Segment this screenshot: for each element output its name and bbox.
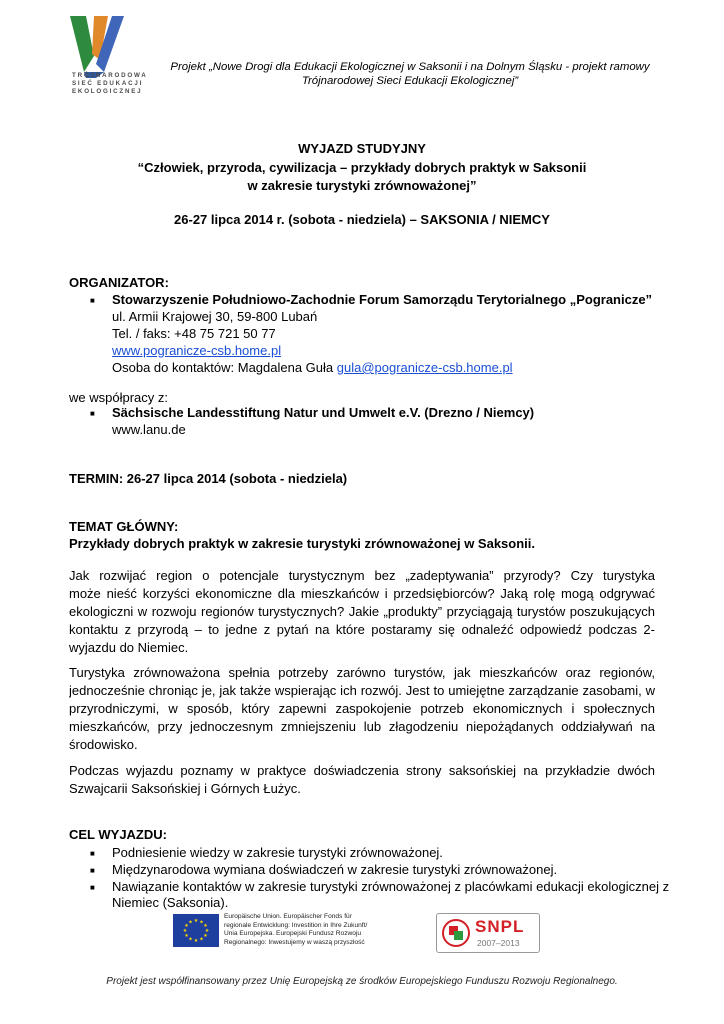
paragraph-line: wyjazdu do Niemiec. — [69, 639, 189, 655]
bullet-icon: ■ — [90, 296, 95, 305]
snpl-label: SNPL — [475, 917, 525, 936]
organizer-name: Stowarzyszenie Południowo-Zachodnie Forum Samorządu Terytorialnego „Pogranicze” — [112, 292, 653, 307]
svg-text:★: ★ — [199, 919, 204, 926]
paragraph-3 — [69, 762, 655, 798]
eu-flag-icon — [173, 914, 219, 947]
organizer-website-link[interactable]: www.pogranicze-csb.home.pl — [112, 343, 282, 358]
paragraph-line: przyrodniczymi, w sposób, który zapewni zaspokojenie potrzeb ekonomicznych i społecznych — [69, 700, 655, 716]
organizer-heading: ORGANIZATOR: — [69, 275, 169, 290]
eu-funding-text: Europäische Union. Europäischer Fonds für regionale Entwicklung: Investition in Ihre Zukunft/ Unia Europejska. Europejski Fundusz Rozwoju Regionalnego: Inwestujemy w waszą przyszłość — [224, 913, 368, 946]
partner-name: Sächsische Landesstiftung Natur und Umwelt e.V. (Drezno / Niemcy) — [112, 405, 535, 420]
svg-text:★: ★ — [184, 933, 189, 939]
bullet-icon: ■ — [90, 883, 95, 892]
paragraph-line: mieszkańców, przy jednoczesnym zmniejszeniu lub złagodzeniu niepożądanych oddziaływań na — [69, 718, 655, 734]
term-line: TERMIN: 26-27 lipca 2014 (sobota - niedziela) — [69, 471, 348, 486]
contact-email-link[interactable]: gula@pogranicze-csb.home.pl — [336, 360, 513, 375]
svg-text:★: ★ — [193, 918, 199, 924]
svg-text:★: ★ — [203, 933, 208, 939]
paragraph-line: Podczas wyjazdu poznamy w praktyce doświadczenia strony saksońskiej na przykładzie dwóch — [69, 763, 655, 778]
goal-heading: CEL WYJAZDU: — [69, 827, 167, 842]
cooperation-label: we współpracy z: — [69, 390, 168, 405]
goal-item: Nawiązanie kontaktów w zakresie turystyki zrównoważonej z placówkami edukacji ekologicznej z — [112, 879, 670, 894]
paragraph-line: Turystyka zrównoważona spełnia potrzeby zarówno turystów, jak mieszkańców oraz regionów, — [69, 665, 655, 680]
organizer-contact — [112, 360, 513, 376]
doc-title: WYJAZD STUDYJNY — [298, 141, 426, 156]
snpl-logo — [436, 913, 540, 953]
goal-item: Międzynarodowa wymiana doświadczeń w zakresie turystyki zrównoważonej. — [112, 862, 558, 877]
doc-subtitle-1: “Człowiek, przyroda, cywilizacja – przykłady dobrych praktyk w Saksonii — [137, 160, 587, 175]
svg-text:★: ★ — [188, 919, 193, 926]
goal-item: Podniesienie wiedzy w zakresie turystyki zrównoważonej. — [112, 845, 443, 860]
svg-text:★: ★ — [203, 923, 208, 929]
paragraph-line: środowisko. — [69, 736, 138, 752]
paragraph-line: Szwajcarii Saksońskiej i Górnych Łużyc. — [69, 780, 301, 796]
bullet-icon: ■ — [90, 409, 95, 418]
paragraph-line: może nieść korzyści ekonomiczne dla mieszkańców i przedsiębiorców? Jaką rolę mogą odgrywać — [69, 585, 655, 601]
organizer-phone: Tel. / faks: +48 75 721 50 77 — [112, 326, 276, 341]
svg-text:★: ★ — [184, 923, 189, 929]
svg-text:★: ★ — [193, 938, 199, 944]
doc-subtitle-2: w zakresie turystyki zrównoważonej” — [247, 178, 477, 193]
bullet-icon: ■ — [90, 849, 95, 858]
partner-website: www.lanu.de — [112, 422, 186, 437]
goal-item-continued: Niemiec (Saksonia). — [112, 895, 229, 910]
paragraph-2 — [69, 664, 655, 753]
snpl-years: 2007–2013 — [477, 938, 520, 948]
main-topic-subheading: Przykłady dobrych praktyk w zakresie turystyki zrównoważonej w Saksonii. — [69, 536, 536, 551]
svg-text:★: ★ — [199, 936, 204, 943]
logo-text: TRÓJNARODOWA SIEĆ EDUKACJI EKOLOGICZNEJ — [72, 72, 148, 95]
project-header-line-1: Projekt „Nowe Drogi dla Edukacji Ekologicznej w Saksonii i na Dolnym Śląsku - projekt ramowy — [170, 61, 650, 73]
project-header-line-2: Trójnarodowej Sieci Edukacji Ekologicznej” — [301, 75, 519, 87]
snpl-puzzle-icon — [441, 918, 471, 948]
paragraph-1 — [69, 567, 655, 656]
paragraph-line: Jak rozwijać region o potencjale turystycznym bez „zadeptywania” przyrody? Czy turystyka — [69, 568, 655, 583]
main-topic-heading: TEMAT GŁÓWNY: — [69, 519, 179, 534]
svg-text:★: ★ — [204, 928, 210, 934]
contact-label: Osoba do kontaktów: Magdalena Guła — [112, 360, 337, 375]
paragraph-line: kontaktu z przyrodą – to jedne z pytań na które postaramy się odnaleźć odpowiedź podczas 2- — [69, 621, 655, 637]
network-logo-icon — [66, 14, 154, 114]
bullet-icon: ■ — [90, 866, 95, 875]
svg-text:★: ★ — [182, 928, 188, 934]
organizer-address: ul. Armii Krajowej 30, 59-800 Lubań — [112, 309, 318, 324]
cofinancing-note: Projekt jest współfinansowany przez Unię Europejską ze środków Europejskiego Funduszu Rozwoju Regionalnego. — [106, 976, 618, 987]
paragraph-line: ekologiczni w rozwoju regionów turystycznych? Jakie „produkty” przyciągają turystów poszukujących — [69, 603, 655, 619]
svg-text:★: ★ — [188, 936, 193, 943]
paragraph-line: jednocześnie chroniąc je, jak także wspierając ich rozwój. Jest to umiejętne zarządzanie zasobami, w — [69, 682, 655, 698]
doc-date-location: 26-27 lipca 2014 r. (sobota - niedziela) – SAKSONIA / NIEMCY — [174, 212, 550, 227]
